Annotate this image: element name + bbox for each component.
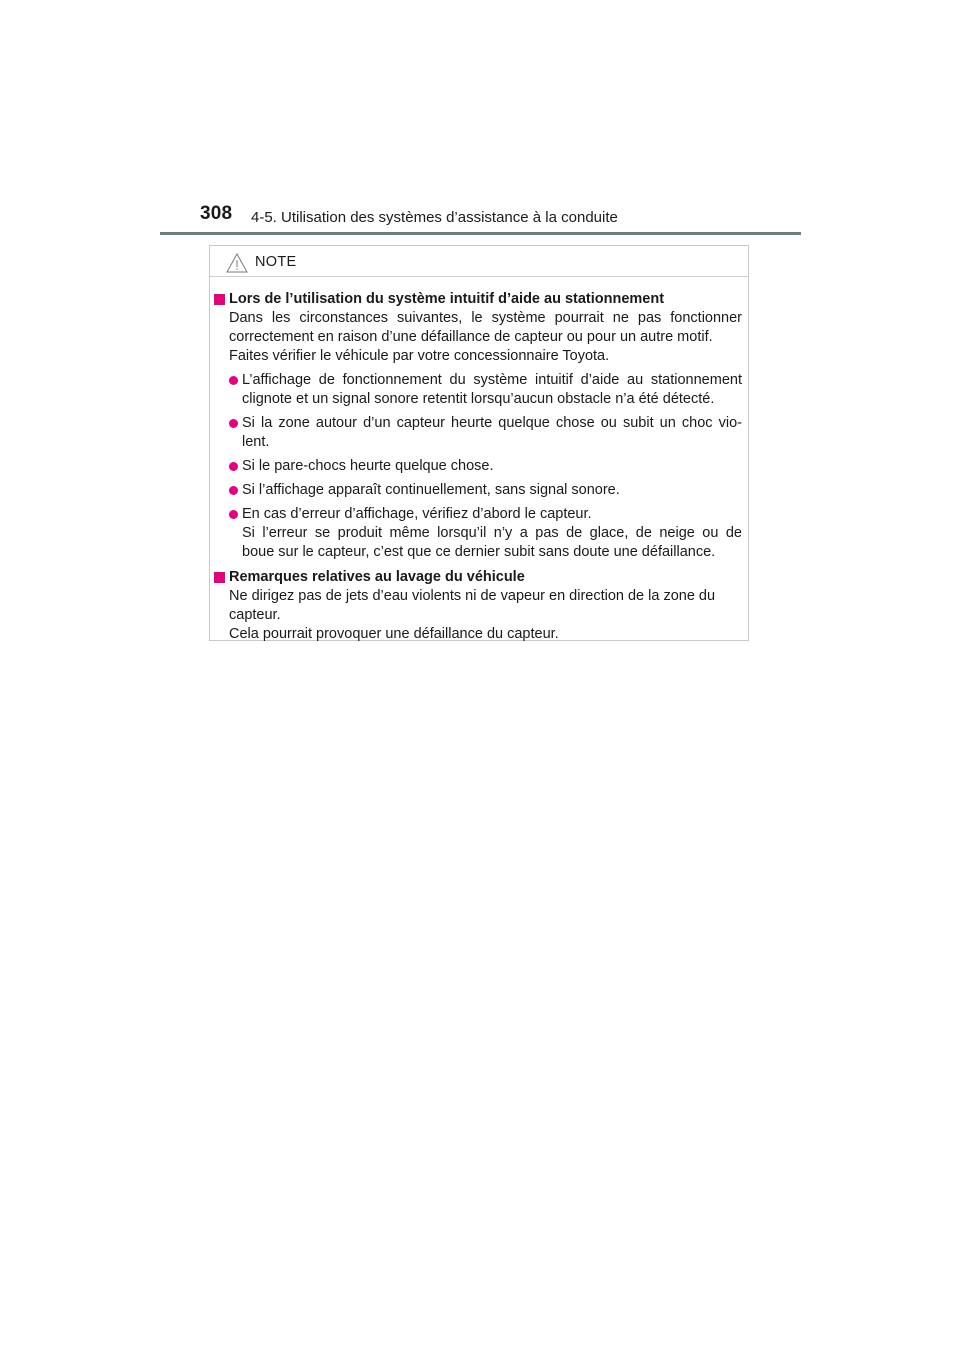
square-bullet-icon [214, 294, 225, 305]
section-heading: Remarques relatives au lavage du véhicule [210, 568, 742, 587]
section-heading: Lors de l’utilisation du système intuitif d’aide au stationnement [210, 290, 742, 309]
round-bullet-icon [229, 462, 238, 471]
round-bullet-icon [229, 376, 238, 385]
list-item: Si la zone autour d’un capteur heurte quelque chose ou subit un choc vio- lent. [242, 414, 742, 452]
round-bullet-icon [229, 510, 238, 519]
square-bullet-icon [214, 572, 225, 583]
list-item: En cas d’erreur d’affichage, vérifiez d’abord le capteur. Si l’erreur se produit même lorsqu’il n’y a pas de glace, de neige ou de boue sur le capteur, c’est que ce dernier subit sans doute une défaillance. [242, 505, 742, 562]
warning-triangle-icon [226, 253, 248, 273]
paragraph: Dans les circonstances suivantes, le système pourrait ne pas fonctionner correctement en raison d’une défaillance de capteur ou pour un autre motif. Faites vérifier le véhicule par votre concessionnaire Toyota. [229, 310, 742, 364]
list-item: Si le pare-chocs heurte quelque chose. [242, 457, 742, 476]
page-header [0, 0, 960, 240]
section-title: 4-5. Utilisation des systèmes d’assistance à la conduite [251, 209, 618, 226]
list-item: L’affichage de fonctionnement du système intuitif d’aide au stationnement clignote et un signal sonore retentit lorsqu’aucun obstacle n’a été détecté. [242, 371, 742, 409]
paragraph: Ne dirigez pas de jets d’eau violents ni de vapeur en direction de la zone du capteur. Cela pourrait provoquer une défaillance du capteur. [229, 588, 716, 642]
round-bullet-icon [229, 419, 238, 428]
round-bullet-icon [229, 486, 238, 495]
note-header [210, 246, 748, 277]
header-rule [160, 232, 801, 235]
list-item: Si l’affichage apparaît continuellement, sans signal sonore. [242, 481, 742, 500]
note-content [210, 290, 750, 644]
note-label: NOTE [255, 254, 297, 270]
note-box [209, 245, 749, 641]
page-number: 308 [200, 203, 233, 224]
